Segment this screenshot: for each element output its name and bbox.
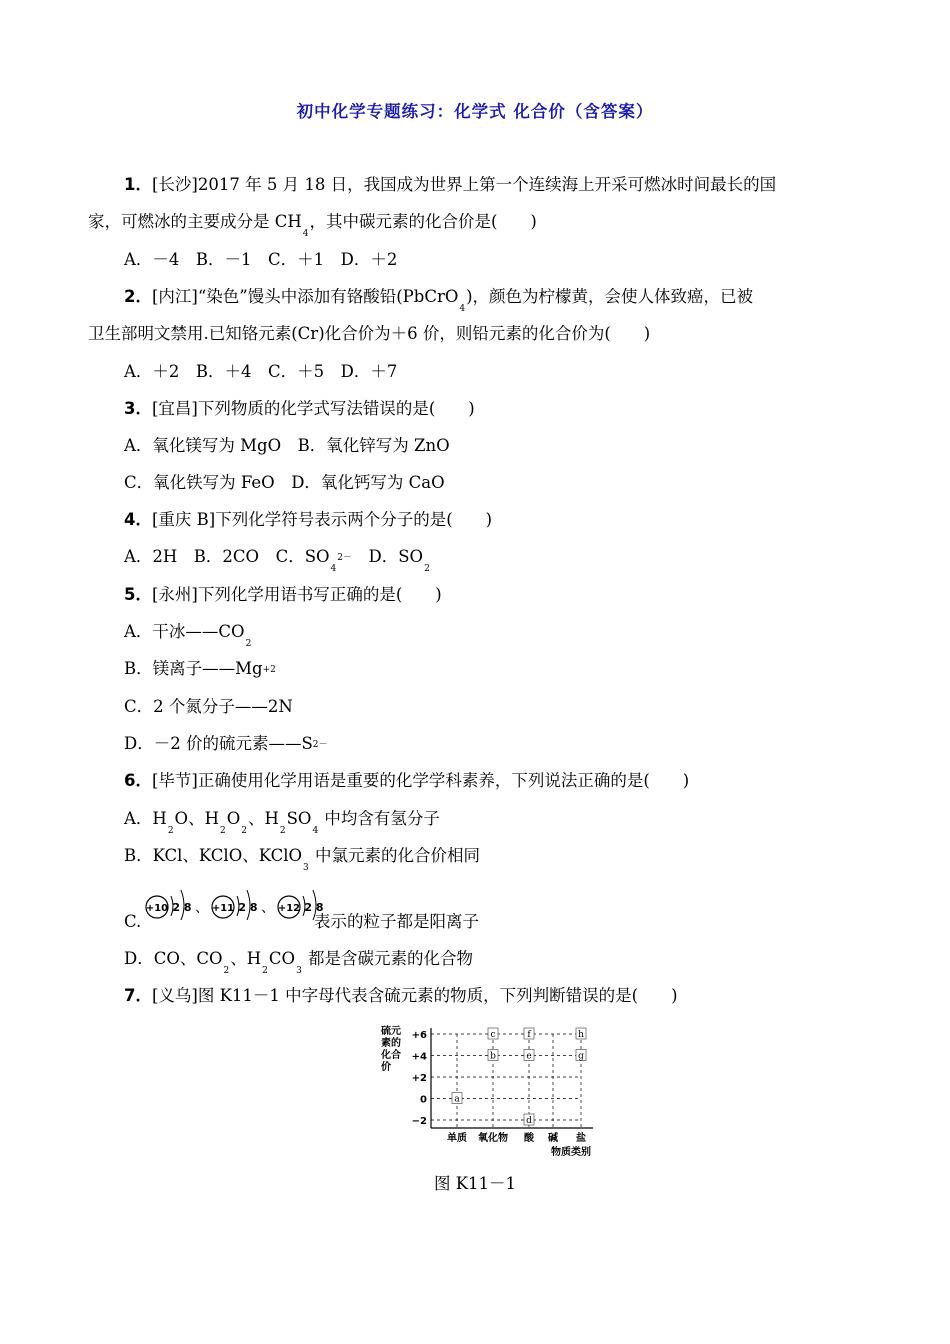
electron-counts: 2 8 [238,901,258,914]
y-tick-label: +4 [411,1051,427,1063]
q4-number: 4． [124,510,152,529]
point-label-c: c [490,1030,496,1040]
y-axis-label-line3: 化合 [381,1050,401,1061]
text: 、H [230,949,262,968]
q3-number: 3． [124,399,152,418]
q1-line1 [124,174,776,196]
y-axis-label-line1: 硫元 [381,1026,401,1037]
subscript: 2 [424,564,430,574]
text: SO [286,809,312,828]
q5-option-d [124,733,328,758]
x-tick-label: 单质 [447,1133,467,1144]
electron-counts: 2 8 [304,901,324,914]
subscript: 2 [167,826,174,836]
q1-stem-3: ，其中碳元素的化合价是( ) [309,212,537,231]
subscript: 2 [245,639,252,649]
electron-counts: 2 8 [172,901,192,914]
q7-stem [124,985,678,1007]
q6-option-a [124,808,440,836]
superscript: +2 [262,665,276,675]
q1-number: 1． [124,175,152,194]
q3-stem [124,398,475,420]
point-label-a: a [454,1094,460,1105]
subscript: 2 [241,826,247,836]
q2-number: 2． [124,287,152,306]
q2-line1 [124,286,754,314]
q2-stem-2: )，颜色为柠檬黄，会使人体致癌，已被 [466,287,754,306]
atom-diagram-1 [146,890,192,920]
atom-structure-diagrams [137,876,327,920]
q1-stem-2: 家，可燃冰的主要成分是 CH [88,212,302,231]
q2-options: A．＋2 B．＋4 C．＋5 D．＋7 [124,362,398,381]
subscript: 2 [279,826,286,836]
nucleus-charge: +11 [211,903,235,914]
subscript: 2 [262,966,268,976]
subscript: 3 [296,966,302,976]
q4-options [124,546,431,574]
q5-option-b [124,658,276,683]
q4-option-d: D．SO [352,547,424,566]
text: 都是含碳元素的化合物 [302,949,474,968]
separator: 、 [261,900,275,916]
x-tick-label: 氧化物 [478,1133,508,1144]
q4-stem [124,509,492,531]
subscript: 4 [302,229,309,239]
q6-stem [124,770,689,792]
subscript: 3 [303,863,309,873]
q6-option-c-text: 表示的粒子都是阳离子 [314,912,479,931]
q1-line2 [88,211,537,239]
q2-stem-1: [内江]“染色”馒头中添加有铬酸铅(PbCrO [151,287,459,306]
text: O [226,809,241,828]
text: D．CO、CO [124,949,223,968]
q5-option-c: C．2 个氮分子——2N [124,697,293,716]
x-tick-label: 酸 [524,1133,534,1144]
subscript: 2 [223,966,230,976]
nucleus-charge: +12 [277,903,301,914]
q5-stem [124,584,442,606]
point-label-b: b [490,1051,496,1062]
superscript: 2－ [312,740,328,750]
y-axis-label-line2: 素的 [381,1038,401,1049]
q3-stem-text: [宜昌]下列物质的化学式写法错误的是( ) [151,399,475,418]
q5-number: 5． [124,585,152,604]
text: 中均含有氢分子 [319,809,440,828]
y-tick-label: −2 [411,1116,427,1127]
subscript: 4 [330,564,337,574]
q4-stem-text: [重庆 B]下列化学符号表示两个分子的是( ) [151,510,493,529]
y-tick-label: 0 [420,1094,427,1106]
sulfur-valence-chart [375,1022,605,1162]
point-label-e: e [526,1051,532,1062]
q7-stem-text: [义乌]图 K11－1 中字母代表含硫元素的物质，下列判断错误的是( ) [151,986,678,1005]
y-tick-label: +2 [411,1073,427,1084]
q5-stem-text: [永州]下列化学用语书写正确的是( ) [151,585,442,604]
text: 中氯元素的化合价相同 [309,846,481,865]
text: CO [268,949,296,968]
page-title: 初中化学专题练习：化学式 化合价（含答案） [296,102,654,121]
q3-options-ab: A．氧化镁写为 MgO B．氧化锌写为 ZnO [124,436,450,455]
text: 、H [247,809,279,828]
x-tick-label: 盐 [576,1133,586,1144]
q7-number: 7． [124,986,152,1005]
subscript: 2 [219,826,226,836]
text: O、H [174,809,219,828]
x-tick-label: 碱 [548,1133,558,1144]
x-axis-title: 物质类别 [551,1147,591,1158]
nucleus-charge: +10 [145,903,169,914]
y-axis-label-line4: 价 [381,1062,391,1073]
figure-caption: 图 K11－1 [433,1174,517,1193]
q6-stem-text: [毕节]正确使用化学用语是重要的化学学科素养，下列说法正确的是( ) [151,771,690,790]
q5-option-b-text: B．镁离子——Mg [124,659,263,678]
q6-option-d [124,948,474,976]
q6-option-b [124,845,481,873]
atom-diagram-2 [212,890,258,920]
q1-options: A．－4 B．－1 C．＋1 D．＋2 [124,250,398,269]
point-label-d: d [526,1116,532,1126]
subscript: 4 [459,304,466,314]
q1-stem-1: [长沙]2017 年 5 月 18 日，我国成为世界上第一个连续海上开采可燃冰时间最长的国 [151,175,777,194]
q5-option-a [124,621,252,649]
point-label-h: h [578,1030,584,1040]
q6-option-c-prefix: C. [124,912,142,931]
q5-option-d-text: D．－2 价的硫元素——S [124,734,313,753]
subscript: 4 [312,826,319,836]
superscript: 2－ [337,553,353,563]
q2-line2: 卫生部明文禁用.已知铬元素(Cr)化合价为＋6 价，则铅元素的化合价为( ) [88,324,651,343]
y-tick-label: +6 [411,1030,427,1041]
separator: 、 [195,900,209,916]
chart-ticks [412,1030,586,1144]
q6-number: 6． [124,771,152,790]
point-label-f: f [527,1030,531,1040]
q3-options-cd: C．氧化铁写为 FeO D．氧化钙写为 CaO [124,473,445,492]
text: A．H [124,809,167,828]
point-label-g: g [578,1051,584,1062]
q4-option-abc: A．2H B．2CO C．SO [124,547,330,566]
q5-option-a-text: A．干冰——CO [124,622,245,641]
text: B．KCl、KClO、KClO [124,846,303,865]
